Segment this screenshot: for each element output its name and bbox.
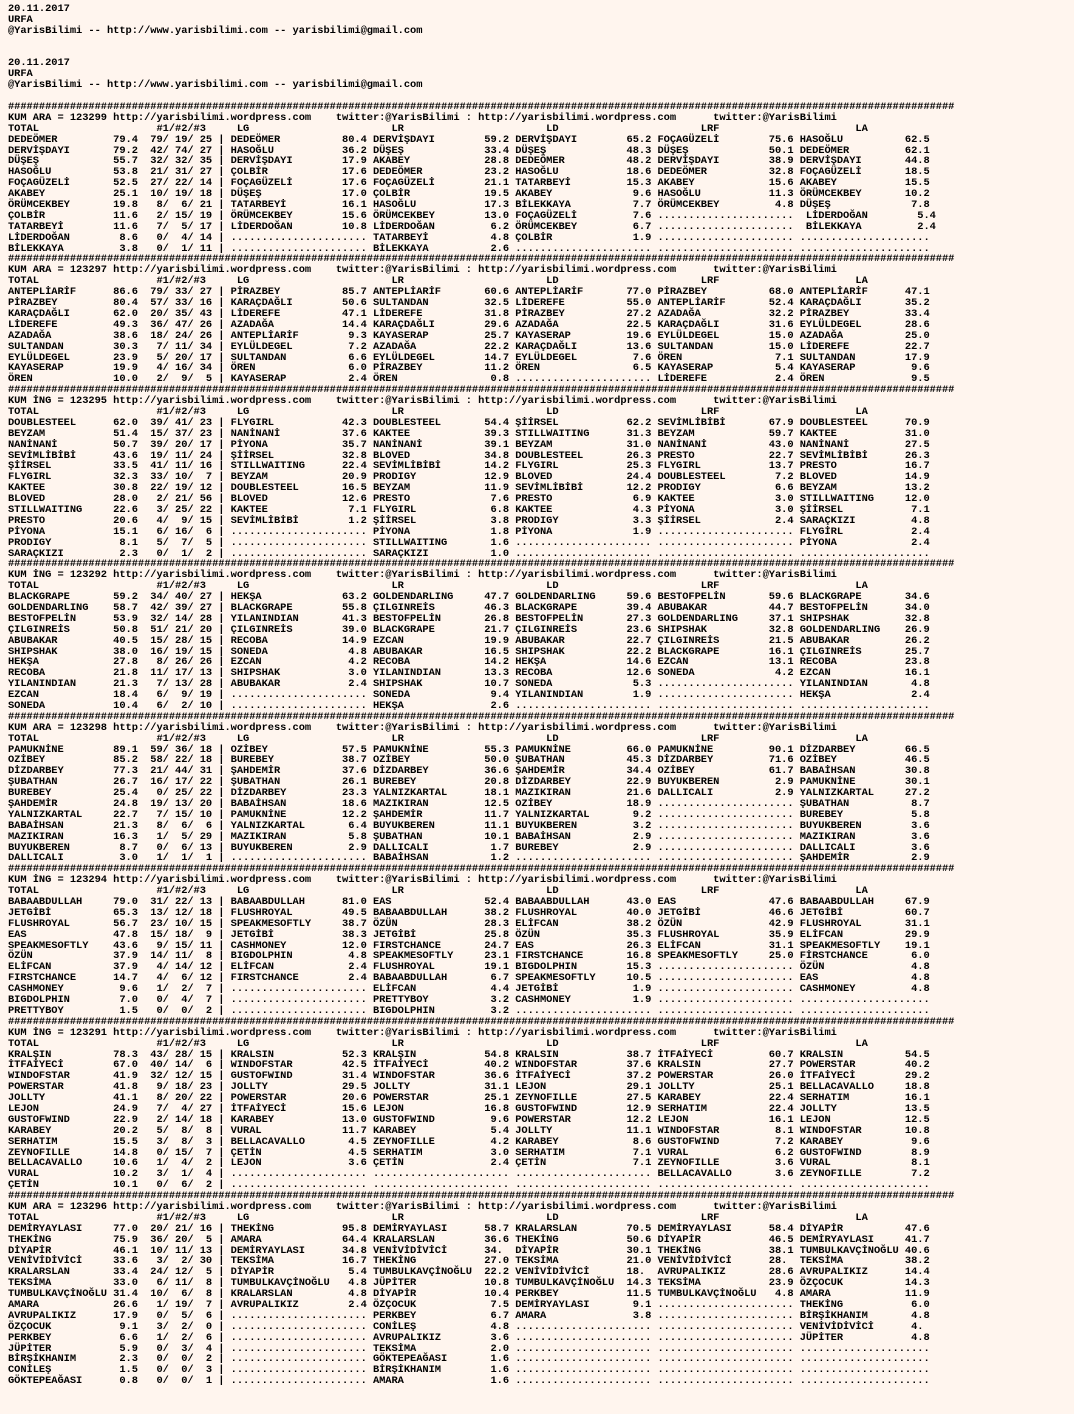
text-line: BİLEKKAYA 3.8 0/ 1/ 11 | ...................... BİLEKKAYA 2.6 ...................... ...................... ..................... [8, 242, 930, 255]
text-line: DERVİŞDAYI 79.2 42/ 74/ 27 | HASOĞLU 36.2 DÜŞEŞ 33.4 DÜŞEŞ 48.3 DÜŞEŞ 50.1 DEDEÖMER 62.1 [8, 144, 930, 157]
text-line: AKABEY 25.1 10/ 19/ 18 | DÜŞEŞ 17.0 ÇOLBİR 19.5 AKABEY 9.6 HASOĞLU 11.3 ÖRÜMCEKBEY 10.2 [8, 188, 930, 201]
text-line: GÖKTEPEAĞASI 0.8 0/ 0/ 1 | ...................... AMARA 1.6 ...................... ...................... ..................... [8, 1375, 930, 1388]
text-line: BELLACAVALLO 10.6 1/ 4/ 2 | LEJON 3.6 ÇETİN 2.4 ÇETİN 7.1 ZEYNOFILLE 3.6 VURAL 8.1 [8, 1157, 930, 1170]
text-line: DİYAPİR 46.1 10/ 11/ 13 | DEMİRYAYLASI 34.8 VENİVİDİVİCİ 34. DİYAPİR 30.1 THEKİNG 38.1 TUMBULKAVÇİNOĞLU 40.6 [8, 1244, 930, 1257]
text-line: ÇILGINREİS 50.8 51/ 21/ 20 | ÇILGINREİS 39.0 BLACKGRAPE 21.7 ÇILGINREİS 23.6 SHIPSHAK 32.8 GOLDENDARLING 26.9 [8, 623, 930, 636]
text-line: ######################################################################################################################################################### [8, 710, 955, 723]
text-line: KRALŞIN 78.3 43/ 28/ 15 | KRALSIN 52.3 KRALŞIN 54.8 KRALSIN 38.7 İTFAİYECİ 60.7 KRALSIN 54.5 [8, 1048, 930, 1061]
text-line: THEKİNG 75.9 36/ 20/ 5 | AMARA 64.4 KRALARSLAN 36.6 THEKİNG 50.6 DİYAPİR 46.5 DEMİRYAYLASI 41.7 [8, 1233, 930, 1246]
text-line: ÇOLBİR 11.6 2/ 15/ 19 | ÖRÜMCEKBEY 15.6 ÖRÜMCEKBEY 13.0 FOÇAGÜZELİ 7.6 ...................... LİDERDOĞAN 5.4 [8, 209, 936, 222]
text-line: ŞAHDEMİR 24.8 19/ 13/ 20 | BABAİHSAN 18.6 MAZIKIRAN 12.5 OZİBEY 18.9 ...................... ŞUBATHAN 8.7 [8, 798, 930, 811]
text-line: TEKSİMA 33.0 6/ 11/ 8 | TUMBULKAVÇİNOĞLU 4.8 JÜPİTER 10.8 TUMBULKAVÇİNOĞLU 14.3 TEKSİMA 23.9 ÖZÇOCUK 14.3 [8, 1277, 930, 1290]
text-line: ######################################################################################################################################################### [8, 863, 955, 876]
text-line: ######################################################################################################################################################### [8, 101, 955, 114]
text-line: DÜŞEŞ 55.7 32/ 32/ 35 | DERVİŞDAYI 17.9 AKABEY 28.8 DEDEÖMER 48.2 DERVİŞDAYI 38.9 DERVİŞDAYI 44.8 [8, 155, 930, 168]
text-line: PİRAZBEY 80.4 57/ 33/ 16 | KARAÇDAĞLI 50.6 SULTANDAN 32.5 LİDEREFE 55.0 ANTEPLİARİF 52.4 KARAÇDAĞLI 35.2 [8, 297, 930, 310]
text-line: DİZDARBEY 77.3 21/ 44/ 31 | ŞAHDEMİR 37.6 DİZDARBEY 36.6 ŞAHDEMİR 34.4 OZİBEY 61.7 BABAİHSAN 30.8 [8, 765, 930, 778]
text-line: ANTEPLİARİF 86.6 79/ 33/ 27 | PİRAZBEY 85.7 ANTEPLİARİF 60.6 ANTEPLİARİF 77.0 PİRAZBEY 68.0 ANTEPLİARİF 47.1 [8, 286, 930, 299]
text-line: RECOBA 21.8 11/ 17/ 13 | SHIPSHAK 3.0 YILANINDIAN 13.3 RECOBA 12.6 SONEDA 4.2 EZCAN 16.1 [8, 667, 930, 680]
text-line: KUM ARA = 123296 http://yarisbilimi.wordpress.com twitter:@YarisBilimi : http://yarisbilimi.wordpress.com twitter:@YarisBilimi [8, 1200, 837, 1213]
text-line: SHIPSHAK 38.0 16/ 19/ 15 | SONEDA 4.8 ABUBAKAR 16.5 SHIPSHAK 22.2 BLACKGRAPE 16.1 ÇILGINREİS 25.7 [8, 645, 930, 658]
text-line: EYLÜLDEGEL 23.9 5/ 20/ 17 | SULTANDAN 6.6 EYLÜLDEGEL 14.7 EYLÜLDEGEL 7.6 ÖREN 7.1 SULTANDAN 17.9 [8, 351, 930, 364]
text-line: DOUBLESTEEL 62.0 39/ 41/ 23 | FLYGIRL 42.3 DOUBLESTEEL 54.4 ŞİİRSEL 62.2 SEVİMLİBİBİ 67.9 DOUBLESTEEL 70.9 [8, 416, 930, 429]
text-line: DEDEÖMER 79.4 79/ 19/ 25 | DEDEÖMER 80.4 DERVİŞDAYI 59.2 DERVİŞDAYI 65.2 FOÇAGÜZELİ 75.6 HASOĞLU 62.5 [8, 133, 930, 146]
text-line: KUM İNG = 123294 http://yarisbilimi.wordpress.com twitter:@YarisBilimi : http://yarisbilimi.wordpress.com twitter:@YarisBilimi [8, 874, 837, 887]
text-line: BİRŞİKHANIM 2.3 0/ 0/ 2 | ...................... GÖKTEPEAĞASI 1.6 ...................... ...................... ..................... [8, 1353, 930, 1366]
text-line: KUM ARA = 123297 http://yarisbilimi.wordpress.com twitter:@YarisBilimi : http://yarisbilimi.wordpress.com twitter:@YarisBilimi [8, 264, 837, 277]
text-line: KAKTEE 30.8 22/ 19/ 12 | DOUBLESTEEL 16.5 BEYZAM 11.9 SEVİMLİBİBİ 12.2 PRODIGY 6.6 BEYZAM 13.2 [8, 482, 930, 495]
text-line: BLACKGRAPE 59.2 34/ 40/ 27 | HEKŞA 63.2 GOLDENDARLING 47.7 GOLDENDARLING 59.6 BESTOFPELİN 59.6 BLACKGRAPE 34.6 [8, 591, 930, 604]
text-line: VENİVİDİVİCİ 33.6 3/ 2/ 30 | TEKSİMA 16.7 THEKİNG 27.0 TEKSİMA 21.0 VENİVİDİVİCİ 28. TEKSİMA 38.2 [8, 1255, 930, 1268]
text-line: YILANINDIAN 21.3 7/ 13/ 28 | ABUBAKAR 2.4 SHIPSHAK 10.7 SONEDA 5.3 ...................... YILANINDIAN 4.8 [8, 678, 930, 691]
text-line: POWERSTAR 41.8 9/ 18/ 23 | JOLLTY 29.5 JOLLTY 31.1 LEJON 29.1 JOLLTY 25.1 BELLACAVALLO 18.8 [8, 1081, 930, 1094]
text-line: HASOĞLU 53.8 21/ 31/ 27 | ÇOLBİR 17.6 DEDEÖMER 23.2 HASOĞLU 18.6 DEDEÖMER 32.8 FOÇAGÜZELİ 18.5 [8, 166, 930, 179]
text-line: URFA [8, 68, 33, 81]
text-line: LEJON 24.9 7/ 4/ 27 | İTFAİYECİ 15.6 LEJON 16.8 GUSTOFWIND 12.9 SERHATIM 22.4 JOLLTY 13.5 [8, 1102, 930, 1115]
text-line: BESTOFPELİN 53.9 32/ 14/ 28 | YILANINDIAN 41.3 BESTOFPELİN 26.8 BESTOFPELİN 27.3 GOLDENDARLING 37.1 SHIPSHAK 32.8 [8, 612, 930, 625]
text-line: TOTAL #1/#2/#3 LG LR LD LRF LA [8, 405, 868, 418]
text-line [8, 48, 1074, 59]
text-line: PAMUKNİNE 89.1 59/ 36/ 18 | OZİBEY 57.5 PAMUKNİNE 55.3 PAMUKNİNE 66.0 PAMUKNİNE 90.1 DİZDARBEY 66.5 [8, 743, 930, 756]
text-line: SPEAKMESOFTLY 43.6 9/ 15/ 11 | CASHMONEY 12.0 FIRSTCHANCE 24.7 EAS 26.3 ELİFCAN 31.1 SPEAKMESOFTLY 19.1 [8, 939, 930, 952]
text-line: ÖREN 10.0 2/ 9/ 5 | KAYASERAP 2.4 ÖREN 0.8 ...................... LİDEREFE 2.4 ÖREN 9.5 [8, 373, 930, 386]
text-line: YALNIZKARTAL 22.7 7/ 15/ 10 | PAMUKNİNE 12.2 ŞAHDEMİR 11.7 YALNIZKARTAL 9.2 ...................... BUREBEY 5.8 [8, 808, 930, 821]
text-line: GUSTOFWIND 22.9 2/ 14/ 18 | KARABEY 13.0 GUSTOFWIND 9.6 POWERSTAR 12.2 LEJON 16.1 LEJON 12.5 [8, 1113, 930, 1126]
text-line: MAZIKIRAN 16.3 1/ 5/ 29 | MAZIKIRAN 5.8 ŞUBATHAN 10.1 BABAİHSAN 2.9 ...................... MAZIKIRAN 3.6 [8, 830, 930, 843]
text-line: AZADAĞA 38.6 18/ 24/ 26 | ANTEPLİARİF 9.3 KAYASERAP 25.7 KAYASERAP 19.6 EYLÜLDEGEL 15.0 AZADAĞA 25.0 [8, 329, 930, 342]
text-line: ZEYNOFILLE 14.8 0/ 15/ 7 | ÇETİN 4.5 SERHATIM 3.0 SERHATIM 7.1 VURAL 6.2 GUSTOFWIND 8.9 [8, 1146, 930, 1159]
text-line: ÖZÇOCUK 9.1 3/ 2/ 0 | ...................... CONİLEŞ 4.8 ...................... ...................... VENİVİDİVİCİ 4. [8, 1320, 924, 1333]
text-line: JÜPİTER 5.9 0/ 3/ 4 | ...................... TEKSİMA 2.0 ...................... ...................... ..................... [8, 1342, 930, 1355]
text-line: İTFAİYECİ 67.0 40/ 14/ 6 | WINDOFSTAR 42.5 İTFAİYECİ 40.2 WINDOFSTAR 37.6 KRALSIN 27.7 POWERSTAR 40.2 [8, 1059, 930, 1072]
text-line: TOTAL #1/#2/#3 LG LR LD LRF LA [8, 580, 868, 593]
text-line: OZİBEY 85.2 58/ 22/ 18 | BUREBEY 38.7 OZİBEY 50.0 ŞUBATHAN 45.3 DİZDARBEY 71.6 OZİBEY 46.5 [8, 754, 930, 767]
text-line: KRALARSLAN 33.4 24/ 12/ 5 | DİYAPİR 5.4 TUMBULKAVÇİNOĞLU 22.2 VENİVİDİVİCİ 18. AVRUPALIKIZ 28.6 AVRUPALIKIZ 14.4 [8, 1266, 930, 1279]
text-line: SEVİMLİBİBİ 43.6 19/ 11/ 24 | ŞİİRSEL 32.8 BLOVED 34.8 DOUBLESTEEL 26.3 PRESTO 22.7 SEVİMLİBİBİ 26.3 [8, 449, 930, 462]
text-line: SULTANDAN 30.3 7/ 11/ 34 | EYLÜLDEGEL 7.2 AZADAĞA 22.2 KARAÇDAĞLI 13.6 SULTANDAN 15.0 LİDEREFE 22.7 [8, 340, 930, 353]
text-line: ÇETİN 10.1 0/ 6/ 2 | ...................... ...................... ...................... ...................... ..................... [8, 1179, 930, 1192]
text-line: ######################################################################################################################################################### [8, 1015, 955, 1028]
text-line: PİYONA 15.1 6/ 16/ 6 | ...................... PİYONA 1.8 PİYONA 1.9 ...................... FLYGİRL 2.4 [8, 525, 930, 538]
text-line: ELİFCAN 37.9 4/ 14/ 12 | ELİFCAN 2.4 FLUSHROYAL 19.1 BIGDOLPHIN 15.3 ...................... ÖZÜN 4.8 [8, 961, 930, 974]
text-line: @YarisBilimi -- http://www.yarisbilimi.com -- yarisbilimi@gmail.com [8, 24, 423, 37]
text-line: BEYZAM 51.4 15/ 37/ 23 | NANİNANİ 37.6 KAKTEE 39.3 STILLWAITING 31.3 BEYZAM 59.7 KAKTEE 31.0 [8, 427, 930, 440]
text-line: ######################################################################################################################################################### [8, 253, 955, 266]
text-line: CASHMONEY 9.6 1/ 2/ 7 | ...................... ELİFCAN 4.4 JETGİBİ 1.9 ...................... CASHMONEY 4.8 [8, 983, 930, 996]
text-line: DEMİRYAYLASI 77.0 20/ 21/ 16 | THEKİNG 95.8 DEMİRYAYLASI 58.7 KRALARSLAN 70.5 DEMİRYAYLASI 58.4 DİYAPİR 47.6 [8, 1222, 930, 1235]
text-line: BUREBEY 25.4 0/ 25/ 22 | DİZDARBEY 23.3 YALNIZKARTAL 18.1 MAZIKIRAN 21.6 DALLICALI 2.9 YALNIZKARTAL 27.2 [8, 787, 930, 800]
text-line: FIRSTCHANCE 14.7 4/ 6/ 12 | FIRSTCHANCE 2.4 BABAABDULLAH 6.7 SPEAKMESOFTLY 10.5 ...................... EAS 4.8 [8, 972, 930, 985]
text-line: KUM ARA = 123299 http://yarisbilimi.wordpress.com twitter:@YarisBilimi : http://yarisbilimi.wordpress.com twitter:@YarisBilimi [8, 111, 837, 124]
text-line: PRETTYBOY 1.5 0/ 0/ 2 | ...................... BIGDOLPHIN 3.2 ...................... ...................... ..................... [8, 1004, 930, 1017]
text-line: ÖRÜMCEKBEY 19.8 8/ 6/ 21 | TATARBEYİ 16.1 HASOĞLU 17.3 BİLEKKAYA 7.7 ÖRÜMCEKBEY 4.8 DÜŞEŞ 7.8 [8, 199, 930, 212]
text-line: JETGİBİ 65.3 13/ 12/ 18 | FLUSHROYAL 49.5 BABAABDULLAH 38.2 FLUSHROYAL 40.0 JETGİBİ 46.6 JETGİBİ 60.7 [8, 906, 930, 919]
text-line: TUMBULKAVÇİNOĞLU 31.4 10/ 6/ 8 | KRALARSLAN 4.8 DİYAPİR 10.4 PERKBEY 11.5 TUMBULKAVÇİNOĞLU 4.8 AMARA 11.9 [8, 1288, 930, 1301]
text-line: SERHATIM 15.5 3/ 8/ 3 | BELLACAVALLO 4.5 ZEYNOFILLE 4.2 KARABEY 8.6 GUSTOFWIND 7.2 KARABEY 9.6 [8, 1135, 930, 1148]
text-line: KUM ARA = 123298 http://yarisbilimi.wordpress.com twitter:@YarisBilimi : http://yarisbilimi.wordpress.com twitter:@YarisBilimi [8, 721, 837, 734]
text-line: TOTAL #1/#2/#3 LG LR LD LRF LA [8, 1037, 868, 1050]
text-line [8, 37, 1074, 48]
text-line: EAS 47.8 15/ 18/ 9 | JETGİBİ 38.3 JETGİBİ 25.8 ÖZÜN 35.3 FLUSHROYAL 35.9 ELİFCAN 29.9 [8, 928, 930, 941]
text-line: ######################################################################################################################################################### [8, 384, 955, 397]
text-line: SARAÇKIZI 2.3 0/ 1/ 2 | ...................... SARAÇKIZI 1.0 ...................... ...................... ..................... [8, 547, 930, 560]
text-line: WINDOFSTAR 41.9 32/ 12/ 15 | GUSTOFWIND 31.4 WINDOFSTAR 36.6 İTFAİYECİ 37.2 POWERSTAR 26.0 İTFAİYECİ 29.2 [8, 1070, 930, 1083]
text-line: NANİNANİ 50.7 39/ 20/ 17 | PİYONA 35.7 NANİNANİ 39.1 BEYZAM 31.0 NANİNANİ 43.0 NANİNANİ 27.5 [8, 438, 930, 451]
text-line: CONİLEŞ 1.5 0/ 0/ 3 | ...................... BİRŞİKHANIM 1.6 ...................... ...................... ..................... [8, 1364, 930, 1377]
text-line: PRESTO 20.6 4/ 9/ 15 | SEVİMLİBİBİ 1.2 ŞİİRSEL 3.8 PRODIGY 3.3 ŞİİRSEL 2.4 SARAÇKIZI 4.8 [8, 514, 930, 527]
text-line: @YarisBilimi -- http://www.yarisbilimi.com -- yarisbilimi@gmail.com [8, 79, 423, 92]
text-line: TOTAL #1/#2/#3 LG LR LD LRF LA [8, 885, 868, 898]
text-line: KARAÇDAĞLI 62.0 20/ 35/ 43 | LİDEREFE 47.1 LİDEREFE 31.8 PİRAZBEY 27.2 AZADAĞA 32.2 PİRAZBEY 33.4 [8, 307, 930, 320]
text-line: JOLLTY 41.1 8/ 20/ 22 | POWERSTAR 20.6 POWERSTAR 25.1 ZEYNOFILLE 27.5 KARABEY 22.4 SERHATIM 16.1 [8, 1092, 930, 1105]
text-line: PERKBEY 6.6 1/ 2/ 6 | ...................... AVRUPALIKIZ 3.6 ...................... ...................... JÜPİTER 4.8 [8, 1331, 930, 1344]
text-line: KUM İNG = 123292 http://yarisbilimi.wordpress.com twitter:@YarisBilimi : http://yarisbilimi.wordpress.com twitter:@YarisBilimi [8, 569, 837, 582]
text-line: FOÇAGÜZELİ 52.5 27/ 22/ 14 | FOÇAGÜZELİ 17.6 FOÇAGÜZELİ 21.1 TATARBEYİ 15.3 AKABEY 15.6 AKABEY 15.5 [8, 177, 930, 190]
text-line: TOTAL #1/#2/#3 LG LR LD LRF LA [8, 732, 868, 745]
text-line: ######################################################################################################################################################### [8, 1190, 955, 1203]
text-line: 20.11.2017 [8, 3, 70, 15]
text-line: AVRUPALIKIZ 17.9 0/ 5/ 6 | ...................... PERKBEY 6.7 AMARA 3.8 ...................... BİRŞİKHANIM 4.8 [8, 1309, 930, 1322]
text-line: TOTAL #1/#2/#3 LG LR LD LRF LA [8, 122, 868, 135]
text-line: AMARA 26.6 1/ 19/ 7 | AVRUPALIKIZ 2.4 ÖZÇOCUK 7.5 DEMİRYAYLASI 9.1 ...................... THEKİNG 6.0 [8, 1298, 930, 1311]
text-line: PRODIGY 8.1 5/ 7/ 5 | ...................... STILLWAITING 1.6 ...................... ...................... PİYONA 2.4 [8, 536, 930, 549]
text-line: TOTAL #1/#2/#3 LG LR LD LRF LA [8, 275, 868, 288]
text-line: TATARBEYİ 11.6 7/ 5/ 17 | LİDERDOĞAN 10.8 LİDERDOĞAN 6.2 ÖRÜMCEKBEY 6.7 ...................... BİLEKKAYA 2.4 [8, 220, 936, 233]
text-line: TOTAL #1/#2/#3 LG LR LD LRF LA [8, 1211, 868, 1224]
text-line: BUYUKBEREN 8.7 0/ 6/ 13 | BUYUKBEREN 2.9 DALLICALI 1.7 BUREBEY 2.9 ...................... DALLICALI 3.6 [8, 841, 930, 854]
text-line: ÖZÜN 37.9 14/ 11/ 8 | BIGDOLPHIN 4.8 SPEAKMESOFTLY 23.1 FIRSTCHANCE 16.8 SPEAKMESOFTLY 25.0 FİRSTCHANCE 6.0 [8, 950, 930, 963]
text-line: BLOVED 28.0 2/ 21/ 56 | BLOVED 12.6 PRESTO 7.6 PRESTO 6.9 KAKTEE 3.0 STILLWAITING 12.0 [8, 493, 930, 506]
text-line: VURAL 10.2 3/ 1/ 4 | ...................... ...................... ...................... BELLACAVALLO 3.6 ZEYNOFILLE 7.2 [8, 1168, 930, 1181]
text-line: 20.11.2017 [8, 57, 70, 70]
text-line: GOLDENDARLING 58.7 42/ 39/ 27 | BLACKGRAPE 55.8 ÇILGINREİS 46.3 BLACKGRAPE 39.4 ABUBAKAR 44.7 BESTOFPELİN 34.0 [8, 601, 930, 614]
text-line: KUM İNG = 123291 http://yarisbilimi.wordpress.com twitter:@YarisBilimi : http://yarisbilimi.wordpress.com twitter:@YarisBilimi [8, 1026, 837, 1039]
text-line: STILLWAITING 22.6 3/ 25/ 22 | KAKTEE 7.1 FLYGIRL 6.8 KAKTEE 4.3 PİYONA 3.0 ŞİİRSEL 7.1 [8, 503, 930, 516]
text-line: ABUBAKAR 40.5 15/ 28/ 15 | RECOBA 14.9 EZCAN 19.9 ABUBAKAR 22.7 ÇILGINREİS 21.5 ABUBAKAR 26.2 [8, 634, 930, 647]
text-line: ŞUBATHAN 26.7 16/ 17/ 22 | ŞUBATHAN 26.1 BUREBEY 20.8 DİZDARBEY 22.9 BUYUKBEREN 2.9 PAMUKNİNE 30.1 [8, 776, 930, 789]
text-line: BABAİHSAN 21.3 8/ 6/ 6 | YALNIZKARTAL 6.4 BUYUKBEREN 11.1 BUYUKBEREN 3.2 ...................... BUYUKBEREN 3.6 [8, 819, 930, 832]
text-line: ŞİİRSEL 33.5 41/ 11/ 16 | STILLWAITING 22.4 SEVİMLİBİBİ 14.2 FLYGIRL 25.3 FLYGIRL 13.7 PRESTO 16.7 [8, 460, 930, 473]
text-line: KARABEY 20.2 5/ 8/ 8 | VURAL 11.7 KARABEY 5.4 JOLLTY 11.1 WINDOFSTAR 8.1 WINDOFSTAR 10.8 [8, 1124, 930, 1137]
text-line: LİDERDOĞAN 8.6 0/ 4/ 14 | ...................... TATARBEYİ 4.8 ÇOLBİR 1.9 ...................... ..................... [8, 231, 930, 244]
text-line: DALLICALI 3.0 1/ 1/ 1 | ...................... BABAİHSAN 1.2 ...................... ...................... ŞAHDEMİR 2.9 [8, 852, 930, 865]
text-line: BIGDOLPHIN 7.0 0/ 4/ 7 | ...................... PRETTYBOY 3.2 CASHMONEY 1.9 ...................... ..................... [8, 994, 930, 1007]
text-line: KUM İNG = 123295 http://yarisbilimi.wordpress.com twitter:@YarisBilimi : http://yarisbilimi.wordpress.com twitter:@YarisBilimi [8, 395, 837, 408]
text-line: FLUSHROYAL 56.7 23/ 10/ 15 | SPEAKMESOFTLY 38.7 ÖZÜN 28.3 ELİFCAN 38.2 ÖZÜN 42.9 FLUSHROYAL 31.1 [8, 917, 930, 930]
text-line: ######################################################################################################################################################### [8, 558, 955, 571]
text-line: EZCAN 18.4 6/ 9/ 19 | ...................... SONEDA 9.4 YILANINDIAN 1.9 ...................... HEKŞA 2.4 [8, 689, 930, 702]
text-line: SONEDA 10.4 6/ 2/ 10 | ...................... HEKŞA 2.6 ...................... ...................... ..................... [8, 700, 930, 712]
text-line: FLYGIRL 32.3 33/ 10/ 7 | BEYZAM 20.9 PRODIGY 12.9 BLOVED 24.4 DOUBLESTEEL 7.2 BLOVED 14.9 [8, 471, 930, 484]
text-line: KAYASERAP 19.9 4/ 16/ 34 | ÖREN 6.0 PİRAZBEY 11.2 ÖREN 6.5 KAYASERAP 5.4 KAYASERAP 9.6 [8, 362, 930, 375]
text-line: HEKŞA 27.8 8/ 26/ 26 | EZCAN 4.2 RECOBA 14.2 HEKŞA 14.6 EZCAN 13.1 RECOBA 23.8 [8, 656, 930, 669]
text-line: BABAABDULLAH 79.0 31/ 22/ 13 | BABAABDULLAH 81.0 EAS 52.4 BABAABDULLAH 43.0 EAS 47.6 BABAABDULLAH 67.9 [8, 896, 930, 909]
text-line: LİDEREFE 49.3 36/ 47/ 26 | AZADAĞA 14.4 KARAÇDAĞLI 29.6 AZADAĞA 22.5 KARAÇDAĞLI 31.6 EYLÜLDEGEL 28.6 [8, 318, 930, 331]
text-line: URFA [8, 13, 33, 26]
